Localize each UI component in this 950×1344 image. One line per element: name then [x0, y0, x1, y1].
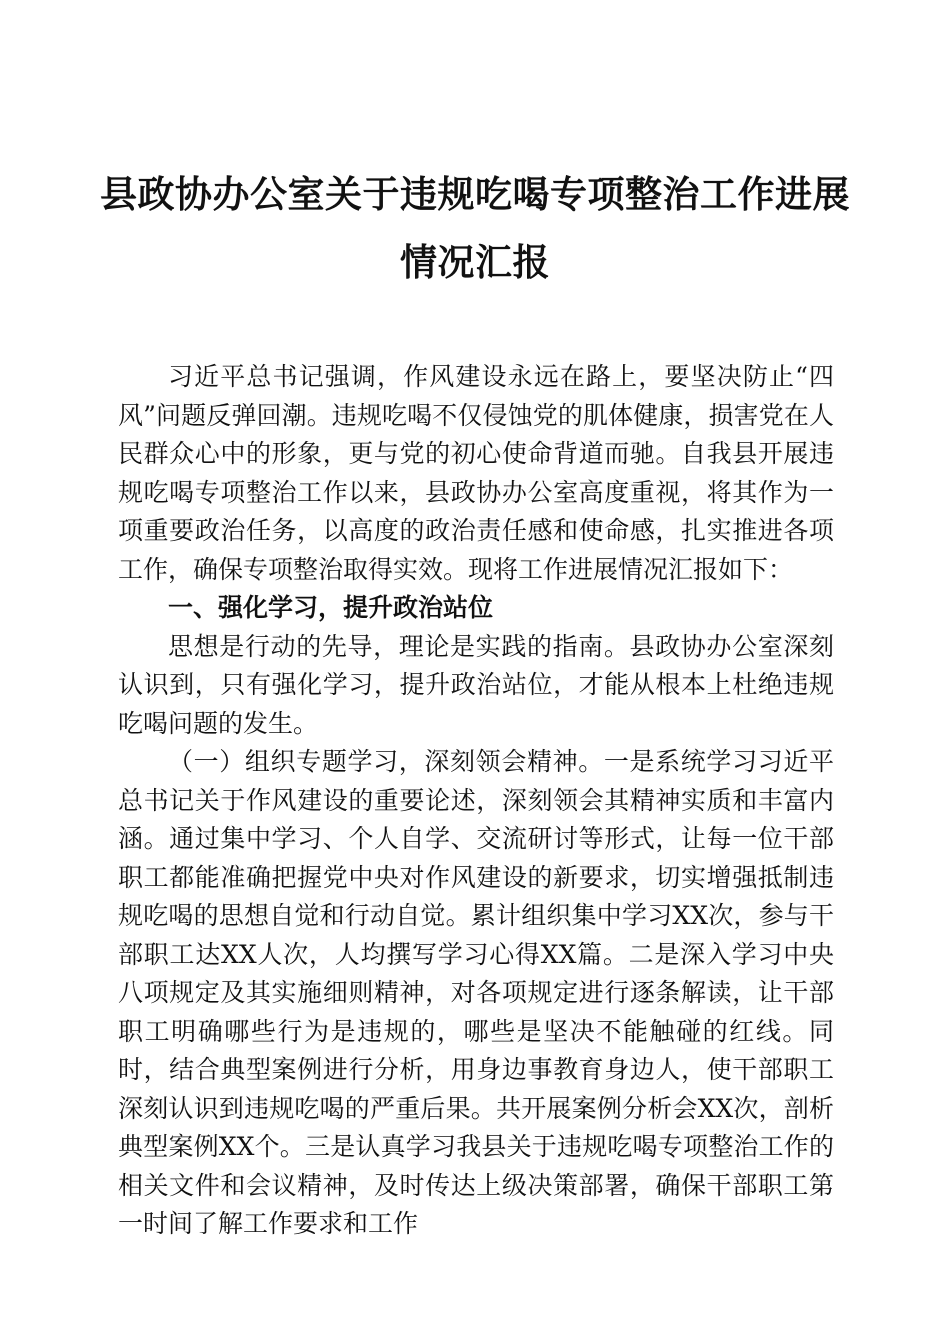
document-title-line-1: 县政协办公室关于违规吃喝专项整治工作进展: [100, 172, 850, 216]
document-body: [118, 358, 834, 1244]
subsection-1-paragraph: （一）组织专题学习，深刻领会精神。一是系统学习习近平总书记关于作风建设的重要论述，深刻领会其精神实质和丰富内涵。通过集中学习、个人自学、交流研讨等形式，让每一位干部职工都能准确把握党中央对作风建设的新要求，切实增强抵制违规吃喝的思想自觉和行动自觉。累计组织集中学习XX次，参与干部职工达XX人次，人均撰写学习心得XX篇。二是深入学习中央八项规定及其实施细则精神，对各项规定进行逐条解读，让干部职工明确哪些行为是违规的，哪些是坚决不能触碰的红线。同时，结合典型案例进行分析，用身边事教育身边人，使干部职工深刻认识到违规吃喝的严重后果。共开展案例分析会XX次，剖析典型案例XX个。三是认真学习我县关于违规吃喝专项整治工作的相关文件和会议精神，及时传达上级决策部署，确保干部职工第一时间了解工作要求和工作: [118, 747, 834, 1238]
section-1-paragraph: 思想是行动的先导，理论是实践的指南。县政协办公室深刻认识到，只有强化学习，提升政治站位，才能从根本上杜绝违规吃喝问题的发生。: [118, 631, 834, 738]
intro-paragraph: 习近平总书记强调，作风建设永远在路上，要坚决防止“四风”问题反弹回潮。违规吃喝不仅侵蚀党的肌体健康，损害党在人民群众心中的形象，更与党的初心使命背道而驰。自我县开展违规吃喝专项整治工作以来，县政协办公室高度重视，将其作为一项重要政治任务，以高度的政治责任感和使命感，扎实推进各项工作，确保专项整治取得实效。现将工作进展情况汇报如下：: [118, 362, 834, 584]
section-heading-1: 一、强化学习，提升政治站位: [168, 593, 494, 622]
document-title-line-2: 情况汇报: [400, 240, 550, 284]
